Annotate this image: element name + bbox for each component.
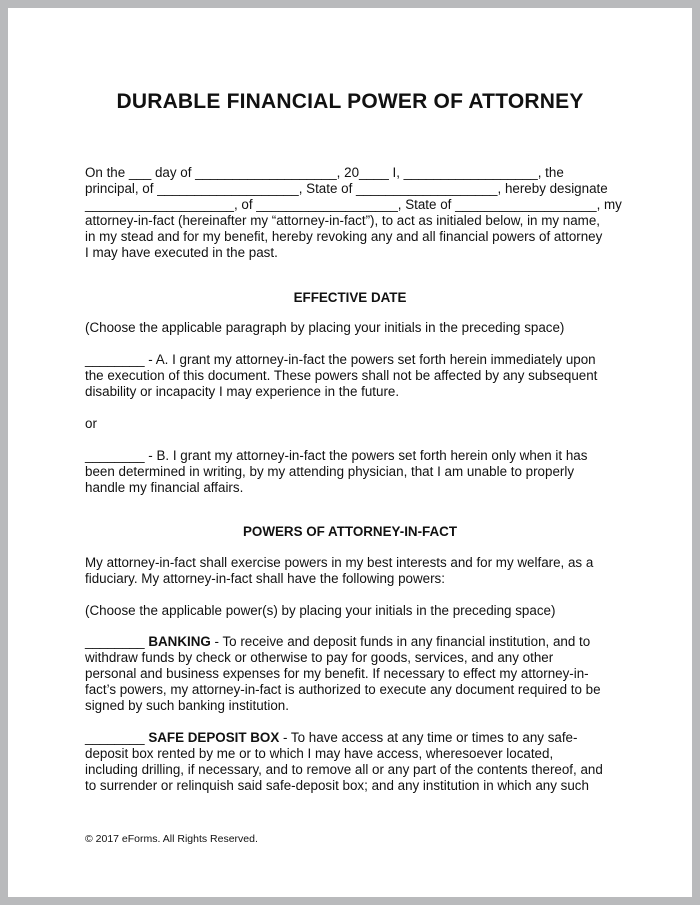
document-page	[8, 8, 692, 897]
banking-text: - To receive and deposit funds in any financial institution, and to	[210, 634, 591, 649]
document-title: DURABLE FINANCIAL POWER OF ATTORNEY	[116, 90, 584, 113]
safe-deposit-label: SAFE DEPOSIT BOX	[148, 730, 280, 745]
initials-blank: ________	[85, 730, 149, 745]
safe-deposit-line: including drilling, if necessary, and to remove all or any part of the contents thereof, and	[85, 762, 603, 777]
intro-line: I may have executed in the past.	[85, 245, 278, 260]
powers-intro-line: fiduciary. My attorney-in-fact shall have the following powers:	[85, 571, 445, 586]
instruction-text: (Choose the applicable power(s) by placing your initials in the preceding space)	[85, 603, 556, 618]
safe-deposit-first-line	[85, 730, 625, 746]
banking-paragraph	[85, 634, 625, 714]
powers-intro-line: My attorney-in-fact shall exercise powers in my best interests and for my welfare, as a	[85, 555, 594, 570]
effective-date-instruction	[85, 320, 625, 336]
initials-blank: ________	[85, 634, 149, 649]
intro-line: On the ___ day of ___________________, 20____ I, __________________, the	[85, 165, 564, 180]
banking-first-line	[85, 634, 625, 650]
powers-instruction	[85, 603, 625, 619]
intro-line: principal, of ___________________, State of ___________________, hereby designate	[85, 181, 608, 196]
banking-line: withdraw funds by check or otherwise to pay for goods, services, and any other	[85, 650, 554, 665]
powers-heading: POWERS OF ATTORNEY-IN-FACT	[243, 524, 457, 539]
option-b-paragraph	[85, 448, 625, 496]
copyright-footer: © 2017 eForms. All Rights Reserved.	[85, 833, 258, 845]
banking-line: personal and business expenses for my benefit. If necessary to effect my attorney-in-	[85, 666, 589, 681]
banking-label: BANKING	[148, 634, 211, 649]
safe-deposit-line: to surrender or relinquish said safe-deposit box; and any institution in which any such	[85, 778, 589, 793]
option-a-paragraph	[85, 352, 625, 400]
safe-deposit-text: - To have access at any time or times to any safe-	[279, 730, 578, 745]
effective-date-heading: EFFECTIVE DATE	[293, 290, 407, 305]
option-b-line: been determined in writing, by my attending physician, that I am unable to properly	[85, 464, 575, 479]
or-text	[85, 416, 625, 432]
safe-deposit-paragraph	[85, 730, 625, 794]
option-a-line: the execution of this document. These powers shall not be affected by any subsequent	[85, 368, 598, 383]
banking-line: fact’s powers, my attorney-in-fact is authorized to execute any document required to be	[85, 682, 601, 697]
intro-line: in my stead and for my benefit, hereby revoking any and all financial powers of attorney	[85, 229, 603, 244]
option-a-line: ________ - A. I grant my attorney-in-fact the powers set forth herein immediately upon	[85, 352, 596, 367]
or-label: or	[85, 416, 97, 431]
intro-paragraph	[85, 165, 625, 261]
instruction-text: (Choose the applicable paragraph by placing your initials in the preceding space)	[85, 320, 565, 335]
intro-line: attorney-in-fact (hereinafter my “attorney-in-fact”), to act as initialed below, in my name,	[85, 213, 601, 228]
banking-line: signed by such banking institution.	[85, 698, 289, 713]
option-a-line: disability or incapacity I may experience in the future.	[85, 384, 400, 399]
option-b-line: ________ - B. I grant my attorney-in-fact the powers set forth herein only when it has	[85, 448, 588, 463]
safe-deposit-line: deposit box rented by me or to which I may have access, wheresoever located,	[85, 746, 554, 761]
powers-intro-paragraph	[85, 555, 625, 587]
option-b-line: handle my financial affairs.	[85, 480, 244, 495]
intro-line: ____________________, of ___________________, State of ___________________, my	[85, 197, 622, 212]
